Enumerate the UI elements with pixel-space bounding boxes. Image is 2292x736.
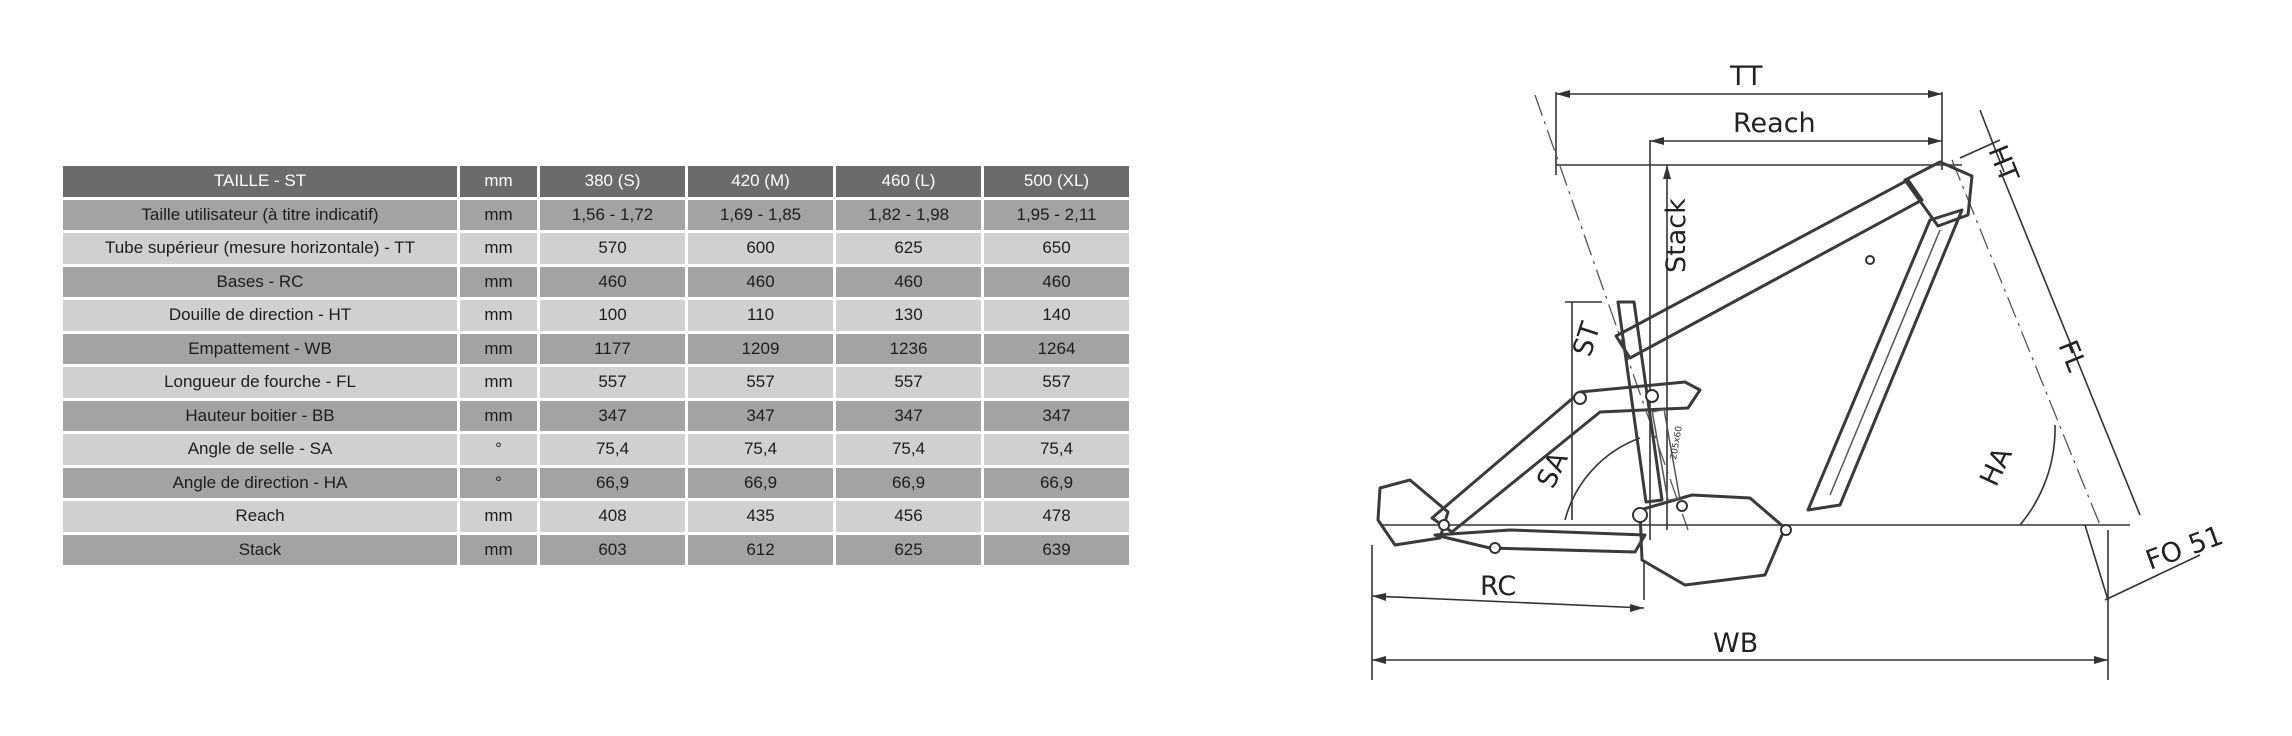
fl-label: FL xyxy=(2051,336,2092,376)
row-label: Reach xyxy=(63,501,457,532)
table-row xyxy=(63,535,1129,566)
header-unit: mm xyxy=(460,166,537,197)
row-value: 1,82 - 1,98 xyxy=(836,200,981,231)
row-value: 612 xyxy=(688,535,833,566)
row-unit: mm xyxy=(460,535,537,566)
row-value: 408 xyxy=(540,501,685,532)
row-value: 100 xyxy=(540,300,685,331)
row-label: Douille de direction - HT xyxy=(63,300,457,331)
row-unit: mm xyxy=(460,367,537,398)
row-value: 570 xyxy=(540,233,685,264)
fo-label: FO 51 xyxy=(2141,520,2228,577)
row-value: 75,4 xyxy=(984,434,1129,465)
row-label: Hauteur boitier - BB xyxy=(63,401,457,432)
header-size-m: 420 (M) xyxy=(688,166,833,197)
row-value: 66,9 xyxy=(984,468,1129,499)
row-unit: mm xyxy=(460,401,537,432)
row-value: 557 xyxy=(984,367,1129,398)
row-label: Taille utilisateur (à titre indicatif) xyxy=(63,200,457,231)
row-value: 460 xyxy=(984,267,1129,298)
table-row xyxy=(63,200,1129,231)
stack-dimension xyxy=(1661,165,1692,530)
row-label: Angle de selle - SA xyxy=(63,434,457,465)
row-value: 1,69 - 1,85 xyxy=(688,200,833,231)
stack-label: Stack xyxy=(1661,198,1692,273)
row-value: 347 xyxy=(688,401,833,432)
row-unit: mm xyxy=(460,267,537,298)
fl-dimension xyxy=(2000,170,2140,515)
row-value: 625 xyxy=(836,535,981,566)
row-value: 66,9 xyxy=(688,468,833,499)
row-value: 75,4 xyxy=(688,434,833,465)
rc-label: RC xyxy=(1480,571,1517,602)
row-value: 110 xyxy=(688,300,833,331)
row-value: 1177 xyxy=(540,334,685,365)
geometry-table xyxy=(60,163,1132,568)
rc-dimension xyxy=(1372,545,1644,615)
header-size-xl: 500 (XL) xyxy=(984,166,1129,197)
row-value: 603 xyxy=(540,535,685,566)
row-label: Longueur de fourche - FL xyxy=(63,367,457,398)
row-value: 130 xyxy=(836,300,981,331)
wb-label: WB xyxy=(1713,628,1759,659)
row-unit: ° xyxy=(460,468,537,499)
table-row xyxy=(63,501,1129,532)
table-row xyxy=(63,267,1129,298)
sa-label: SA xyxy=(1531,447,1575,493)
table-row xyxy=(63,401,1129,432)
row-value: 456 xyxy=(836,501,981,532)
row-label: Tube supérieur (mesure horizontale) - TT xyxy=(63,233,457,264)
table-row xyxy=(63,367,1129,398)
row-value: 557 xyxy=(836,367,981,398)
row-value: 435 xyxy=(688,501,833,532)
ha-angle xyxy=(1974,425,2055,525)
ha-label: HA xyxy=(1974,442,2019,491)
row-unit: mm xyxy=(460,200,537,231)
row-value: 460 xyxy=(540,267,685,298)
row-value: 1,95 - 2,11 xyxy=(984,200,1129,231)
row-value: 66,9 xyxy=(836,468,981,499)
row-value: 347 xyxy=(984,401,1129,432)
row-unit: mm xyxy=(460,233,537,264)
row-value: 478 xyxy=(984,501,1129,532)
reach-label: Reach xyxy=(1733,108,1816,139)
row-label: Stack xyxy=(63,535,457,566)
row-value: 75,4 xyxy=(540,434,685,465)
row-value: 460 xyxy=(836,267,981,298)
table-row xyxy=(63,334,1129,365)
table-row xyxy=(63,468,1129,499)
header-size-s: 380 (S) xyxy=(540,166,685,197)
row-value: 347 xyxy=(540,401,685,432)
wb-dimension xyxy=(1372,530,2108,680)
table-header-row xyxy=(63,166,1129,197)
shock-label: 205x60 xyxy=(1669,425,1685,461)
row-unit: mm xyxy=(460,501,537,532)
row-value: 347 xyxy=(836,401,981,432)
tt-label: TT xyxy=(1730,61,1763,92)
row-value: 557 xyxy=(540,367,685,398)
row-value: 1209 xyxy=(688,334,833,365)
row-unit: mm xyxy=(460,300,537,331)
bike-geometry-diagram xyxy=(1340,40,2280,700)
fo-dimension xyxy=(2085,520,2227,600)
row-value: 639 xyxy=(984,535,1129,566)
row-unit: mm xyxy=(460,334,537,365)
row-value: 460 xyxy=(688,267,833,298)
sa-angle xyxy=(1531,438,1640,520)
row-value: 1236 xyxy=(836,334,981,365)
table-row xyxy=(63,300,1129,331)
row-label: Empattement - WB xyxy=(63,334,457,365)
row-value: 557 xyxy=(688,367,833,398)
row-value: 650 xyxy=(984,233,1129,264)
ht-label: HT xyxy=(1981,141,2025,187)
table-row xyxy=(63,233,1129,264)
st-label: ST xyxy=(1567,318,1608,361)
row-value: 140 xyxy=(984,300,1129,331)
row-value: 600 xyxy=(688,233,833,264)
row-value: 1,56 - 1,72 xyxy=(540,200,685,231)
row-value: 75,4 xyxy=(836,434,981,465)
row-value: 66,9 xyxy=(540,468,685,499)
row-value: 1264 xyxy=(984,334,1129,365)
row-unit: ° xyxy=(460,434,537,465)
row-label: Angle de direction - HA xyxy=(63,468,457,499)
row-value: 625 xyxy=(836,233,981,264)
header-size-l: 460 (L) xyxy=(836,166,981,197)
table-row xyxy=(63,434,1129,465)
header-size: TAILLE - ST xyxy=(63,166,457,197)
row-label: Bases - RC xyxy=(63,267,457,298)
table-body xyxy=(63,200,1129,566)
